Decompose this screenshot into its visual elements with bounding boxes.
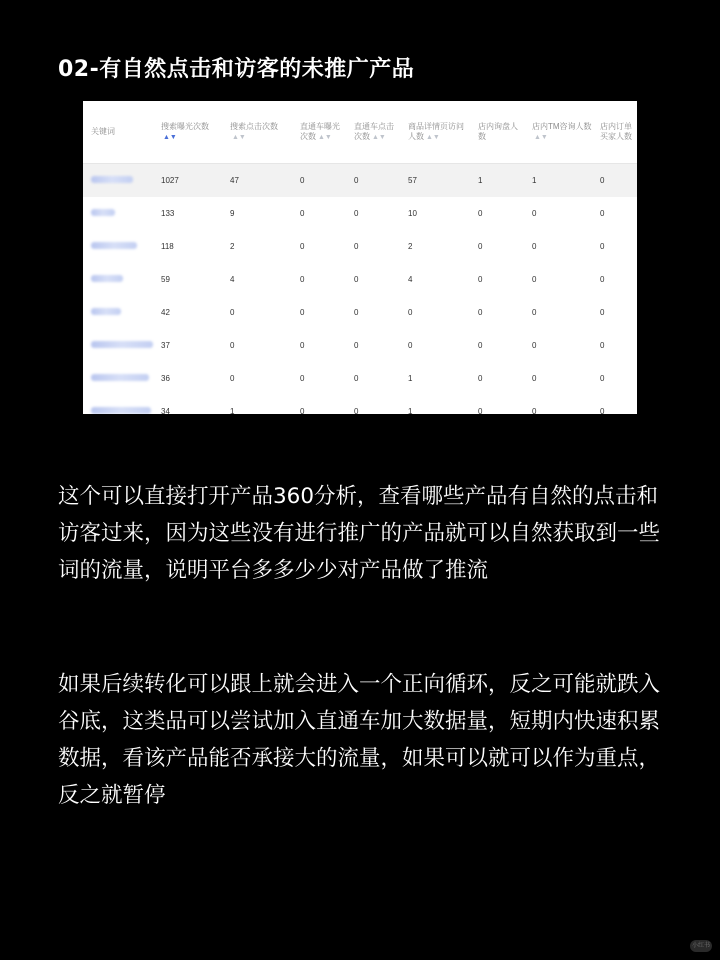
table-cell: 0: [354, 275, 359, 284]
table-cell: 0: [408, 341, 413, 350]
table-cell: 4: [230, 275, 235, 284]
table-row[interactable]: [83, 395, 637, 414]
table-cell: 133: [161, 209, 175, 218]
table-cell: 0: [354, 374, 359, 383]
keyword-cell: [83, 230, 153, 263]
table-cell: 0: [230, 341, 235, 350]
table-cell: 0: [354, 407, 359, 414]
col-keyword: 关键词: [83, 101, 153, 164]
table-row[interactable]: [83, 329, 637, 362]
sort-icon: ▲▼: [426, 133, 440, 141]
table-cell: 0: [408, 308, 413, 317]
table-cell: 0: [478, 209, 483, 218]
table-cell: 0: [478, 407, 483, 414]
keyword-cell: [83, 362, 153, 395]
table-cell: 36: [161, 374, 170, 383]
table-cell: 0: [292, 164, 346, 198]
col-tm-consult[interactable]: 店内TM咨询人数▲▼: [524, 101, 592, 164]
paragraph-2: 如果后续转化可以跟上就会进入一个正向循环，反之可能就跌入谷底，这类品可以尝试加入直通车加大数据量，短期内快速积累数据，看该产品能否承接大的流量，如果可以就可以作为重点，反之就暂停: [58, 672, 661, 808]
table-cell: 0: [300, 407, 305, 414]
sort-icon: ▲▼: [163, 133, 177, 141]
table-cell: 2: [230, 242, 235, 251]
sort-icon: ▲▼: [372, 133, 386, 141]
blurred-keyword: [91, 374, 149, 381]
blurred-keyword: [91, 242, 137, 249]
watermark-logo: 小红书: [690, 940, 712, 952]
sort-icon: ▲▼: [318, 133, 332, 141]
keyword-table: [83, 101, 637, 414]
col-order-buyers: 店内订单买家人数: [592, 101, 637, 164]
blurred-keyword: [91, 176, 133, 183]
col-search-clicks[interactable]: 搜索点击次数▲▼: [222, 101, 292, 164]
table-cell: 0: [600, 374, 605, 383]
table-cell: 2: [408, 242, 413, 251]
table-cell: 42: [161, 308, 170, 317]
table-cell: 0: [600, 341, 605, 350]
table-cell: 1: [470, 164, 524, 198]
table-cell: 0: [532, 341, 537, 350]
table-cell: 0: [346, 164, 400, 198]
table-cell: 37: [161, 341, 170, 350]
table-row[interactable]: [83, 197, 637, 230]
table-cell: 0: [532, 209, 537, 218]
blurred-keyword: [91, 209, 115, 216]
table-cell: 0: [300, 374, 305, 383]
col-detail-visitors[interactable]: 商品详情页访问人数 ▲▼: [400, 101, 470, 164]
table-cell: 0: [532, 242, 537, 251]
table-row[interactable]: [83, 164, 637, 198]
table-cell: 1: [408, 407, 413, 414]
table-cell: 0: [354, 209, 359, 218]
table-cell: 0: [532, 308, 537, 317]
blurred-keyword: [91, 407, 151, 414]
table-cell: 0: [300, 341, 305, 350]
table-cell: 0: [300, 308, 305, 317]
table-cell: 118: [161, 242, 174, 251]
col-ppc-impressions[interactable]: 直通车曝光次数 ▲▼: [292, 101, 346, 164]
table-cell: 34: [161, 407, 170, 414]
table-cell: 4: [408, 275, 413, 284]
page-title: 02-有自然点击和访客的未推广产品: [58, 57, 415, 82]
keyword-cell: [83, 197, 153, 230]
table-cell: 0: [354, 341, 359, 350]
table-cell: 0: [354, 242, 359, 251]
table-cell: 0: [600, 275, 605, 284]
table-cell: 0: [592, 164, 637, 198]
table-cell: 0: [600, 209, 605, 218]
table-cell: 0: [600, 308, 605, 317]
table-row[interactable]: [83, 296, 637, 329]
col-search-impressions[interactable]: 搜索曝光次数▲▼: [153, 101, 222, 164]
table-cell: 0: [300, 209, 305, 218]
table-cell: 10: [408, 209, 417, 218]
table-cell: 0: [478, 374, 483, 383]
table-cell: 1: [408, 374, 413, 383]
table-cell: 0: [532, 407, 537, 414]
blurred-keyword: [91, 275, 123, 282]
keyword-cell: [83, 395, 153, 414]
table-cell: 0: [600, 242, 605, 251]
table-cell: 1: [230, 407, 235, 414]
table-cell: 1027: [153, 164, 222, 198]
table-cell: 0: [478, 308, 483, 317]
table-cell: 57: [400, 164, 470, 198]
table-cell: 0: [230, 374, 235, 383]
table-cell: 0: [300, 242, 305, 251]
table-cell: 0: [600, 407, 605, 414]
keyword-cell: [83, 329, 153, 362]
table-cell: 9: [230, 209, 235, 218]
paragraph-1: 这个可以直接打开产品360分析，查看哪些产品有自然的点击和访客过来，因为这些没有进行推广的产品就可以自然获取到一些词的流量，说明平台多多少少对产品做了推流: [58, 484, 661, 583]
keyword-cell: [83, 164, 153, 198]
blurred-keyword: [91, 308, 121, 315]
sort-icon: ▲▼: [232, 133, 246, 141]
table-cell: 59: [161, 275, 170, 284]
table-cell: 0: [478, 242, 483, 251]
table-cell: 0: [478, 275, 483, 284]
blurred-keyword: [91, 341, 153, 348]
table-cell: 0: [478, 341, 483, 350]
table-row[interactable]: [83, 362, 637, 395]
sort-icon: ▲▼: [534, 133, 548, 141]
table-cell: 0: [354, 308, 359, 317]
table-cell: 1: [524, 164, 592, 198]
table-cell: 0: [532, 374, 537, 383]
table-cell: 47: [222, 164, 292, 198]
keyword-cell: [83, 263, 153, 296]
keyword-cell: [83, 296, 153, 329]
table-cell: 0: [532, 275, 537, 284]
table-cell: 0: [230, 308, 235, 317]
col-ppc-clicks[interactable]: 直通车点击次数 ▲▼: [346, 101, 400, 164]
col-inquiry: 店内询盘人数: [470, 101, 524, 164]
table-cell: 0: [300, 275, 305, 284]
data-table-screenshot: [83, 101, 637, 414]
table-row[interactable]: [83, 230, 637, 263]
table-row[interactable]: [83, 263, 637, 296]
